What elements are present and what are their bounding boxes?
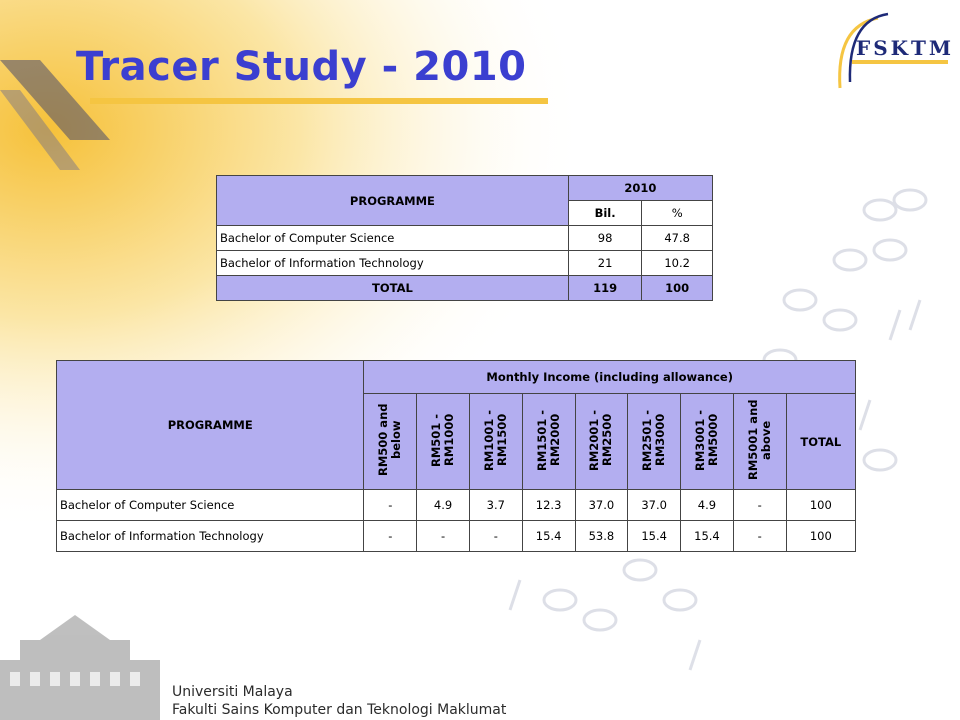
- income-cell: 4.9: [417, 490, 470, 521]
- income-cell: -: [469, 521, 522, 552]
- income-cell: 12.3: [522, 490, 575, 521]
- title-underline: [90, 98, 548, 104]
- university-name: Universiti Malaya: [172, 684, 293, 700]
- programme-cell: Bachelor of Computer Science: [217, 226, 569, 251]
- programme-cell: Bachelor of Computer Science: [57, 490, 364, 521]
- programme-cell: Bachelor of Information Technology: [217, 251, 569, 276]
- programme-cell: Bachelor of Information Technology: [57, 521, 364, 552]
- percent-header: %: [642, 201, 713, 226]
- income-col-header: [417, 394, 470, 490]
- income-cell: -: [364, 490, 417, 521]
- table-row: [57, 521, 856, 552]
- income-cell: 15.4: [522, 521, 575, 552]
- total-cell: 100: [786, 490, 855, 521]
- year-header: 2010: [568, 176, 712, 201]
- programme-header: PROGRAMME: [57, 361, 364, 490]
- income-col-label: RM2501 - RM3000: [640, 409, 668, 471]
- bil-cell: 21: [568, 251, 642, 276]
- income-cell: 3.7: [469, 490, 522, 521]
- table-row: [57, 490, 856, 521]
- income-cell: 4.9: [681, 490, 734, 521]
- income-col-header: [469, 394, 522, 490]
- total-row: [217, 276, 713, 301]
- income-col-header: [522, 394, 575, 490]
- percent-cell: 10.2: [642, 251, 713, 276]
- programme-header: PROGRAMME: [217, 176, 569, 226]
- income-col-label: RM5001 and above: [745, 399, 773, 481]
- income-col-label: RM500 and below: [376, 403, 404, 477]
- page-title: Tracer Study - 2010: [76, 44, 527, 90]
- income-col-header: [575, 394, 628, 490]
- income-cell: 53.8: [575, 521, 628, 552]
- income-cell: -: [417, 521, 470, 552]
- logo-text: FSKTM: [856, 36, 955, 60]
- income-col-header: [628, 394, 681, 490]
- income-col-label: RM2001 - RM2500: [587, 409, 615, 471]
- total-col-header: TOTAL: [786, 394, 855, 490]
- percent-cell: 47.8: [642, 226, 713, 251]
- income-col-label: RM501 - RM1000: [429, 413, 457, 467]
- income-table: [56, 360, 856, 552]
- income-col-label: RM3001 - RM5000: [692, 409, 720, 471]
- total-percent: 100: [642, 276, 713, 301]
- income-col-label: RM1501 - RM2000: [534, 409, 562, 471]
- income-cell: -: [364, 521, 417, 552]
- total-cell: 100: [786, 521, 855, 552]
- faculty-name: Fakulti Sains Komputer dan Teknologi Maklumat: [172, 702, 507, 718]
- income-cell: 15.4: [628, 521, 681, 552]
- bil-cell: 98: [568, 226, 642, 251]
- enrollment-table: [216, 175, 713, 301]
- income-col-header: [681, 394, 734, 490]
- total-label: TOTAL: [217, 276, 569, 301]
- income-cell: 37.0: [628, 490, 681, 521]
- income-cell: 37.0: [575, 490, 628, 521]
- bil-header: Bil.: [568, 201, 642, 226]
- income-col-label: RM1001 - RM1500: [481, 409, 509, 471]
- income-group-header: Monthly Income (including allowance): [364, 361, 856, 394]
- income-cell: 15.4: [681, 521, 734, 552]
- income-cell: -: [733, 490, 786, 521]
- table-row: [217, 226, 713, 251]
- income-cell: -: [733, 521, 786, 552]
- income-col-header: [733, 394, 786, 490]
- total-bil: 119: [568, 276, 642, 301]
- income-col-header: [364, 394, 417, 490]
- table-row: [217, 251, 713, 276]
